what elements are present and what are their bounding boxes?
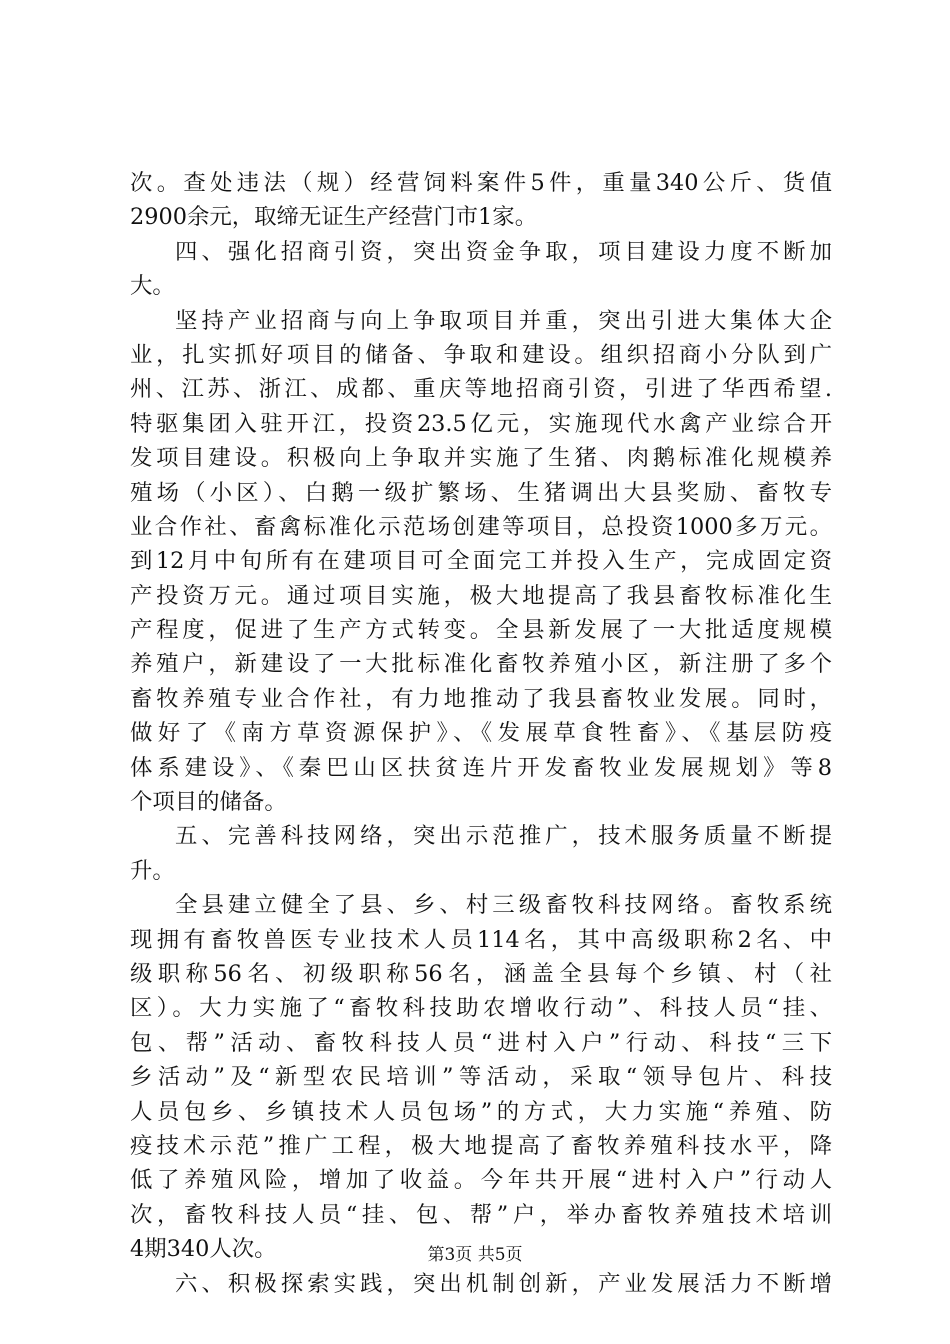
text-line: 现拥有畜牧兽医专业技术人员114名，其中高级职称2名、中 <box>130 926 832 953</box>
text-line: 养殖户，新建设了一大批标准化畜牧养殖小区，新注册了多个 <box>130 651 832 678</box>
text-line: 体系建设》、《秦巴山区扶贫连片开发畜牧业发展规划》等8 <box>130 754 832 781</box>
text-line: 发项目建设。积极向上争取并实施了生猪、肉鹅标准化规模养 <box>130 445 832 472</box>
text-line: 低了养殖风险，增加了收益。今年共开展“进村入户”行动人 <box>130 1167 832 1194</box>
text-line: 疫技术示范”推广工程，极大地提高了畜牧养殖科技水平，降 <box>130 1132 832 1159</box>
text-line: 到12月中旬所有在建项目可全面完工并投入生产，完成固定资 <box>130 548 832 575</box>
text-line: 产程度，促进了生产方式转变。全县新发展了一大批适度规模 <box>130 617 832 644</box>
text-line: 五、完善科技网络，突出示范推广，技术服务质量不断提 <box>175 823 832 850</box>
text-line: 四、强化招商引资，突出资金争取，项目建设力度不断加 <box>175 238 832 265</box>
text-line: 大。 <box>130 273 175 300</box>
text-line: 殖场（小区）、白鹅一级扩繁场、生猪调出大县奖励、畜牧专 <box>130 479 832 506</box>
text-line: 个项目的储备。 <box>130 789 287 816</box>
text-line: 业，扎实抓好项目的储备、争取和建设。组织招商小分队到广 <box>130 341 832 368</box>
text-line: 做好了《南方草资源保护》、《发展草食牲畜》、《基层防疫 <box>130 720 832 747</box>
text-line: 乡活动”及“新型农民培训”等活动，采取“领导包片、科技 <box>130 1064 832 1091</box>
text-line: 人员包乡、乡镇技术人员包场”的方式，大力实施“养殖、防 <box>130 1098 832 1125</box>
text-line: 2900余元，取缔无证生产经营门市1家。 <box>130 204 538 231</box>
text-line: 六、积极探索实践，突出机制创新，产业发展活力不断增 <box>175 1270 832 1297</box>
text-line: 级职称56名、初级职称56名，涵盖全县每个乡镇、村（社 <box>130 960 832 987</box>
document-body <box>130 166 832 1301</box>
text-line: 升。 <box>130 857 175 884</box>
text-line: 4期340人次。 <box>130 1236 277 1263</box>
text-line: 特驱集团入驻开江，投资23.5亿元，实施现代水禽产业综合开 <box>130 410 832 437</box>
text-line: 业合作社、畜禽标准化示范场创建等项目，总投资1000多万元。 <box>130 513 832 540</box>
text-line: 次。查处违法（规）经营饲料案件5件，重量340公斤、货值 <box>130 170 832 196</box>
text-line: 畜牧养殖专业合作社，有力地推动了我县畜牧业发展。同时， <box>130 685 832 712</box>
text-line: 州、江苏、浙江、成都、重庆等地招商引资，引进了华西希望. <box>130 376 832 403</box>
text-line: 区）。大力实施了“畜牧科技助农增收行动”、科技人员“挂、 <box>130 995 832 1022</box>
text-line: 产投资万元。通过项目实施，极大地提高了我县畜牧标准化生 <box>130 582 832 609</box>
page-footer: 第3页 共5页 <box>427 1245 523 1265</box>
text-line: 坚持产业招商与向上争取项目并重，突出引进大集体大企 <box>175 307 832 334</box>
text-line: 全县建立健全了县、乡、村三级畜牧科技网络。畜牧系统 <box>175 892 832 919</box>
text-line: 包、帮”活动、畜牧科技人员“进村入户”行动、科技“三下 <box>130 1029 832 1056</box>
text-line: 次，畜牧科技人员“挂、包、帮”户，举办畜牧养殖技术培训 <box>130 1201 832 1228</box>
